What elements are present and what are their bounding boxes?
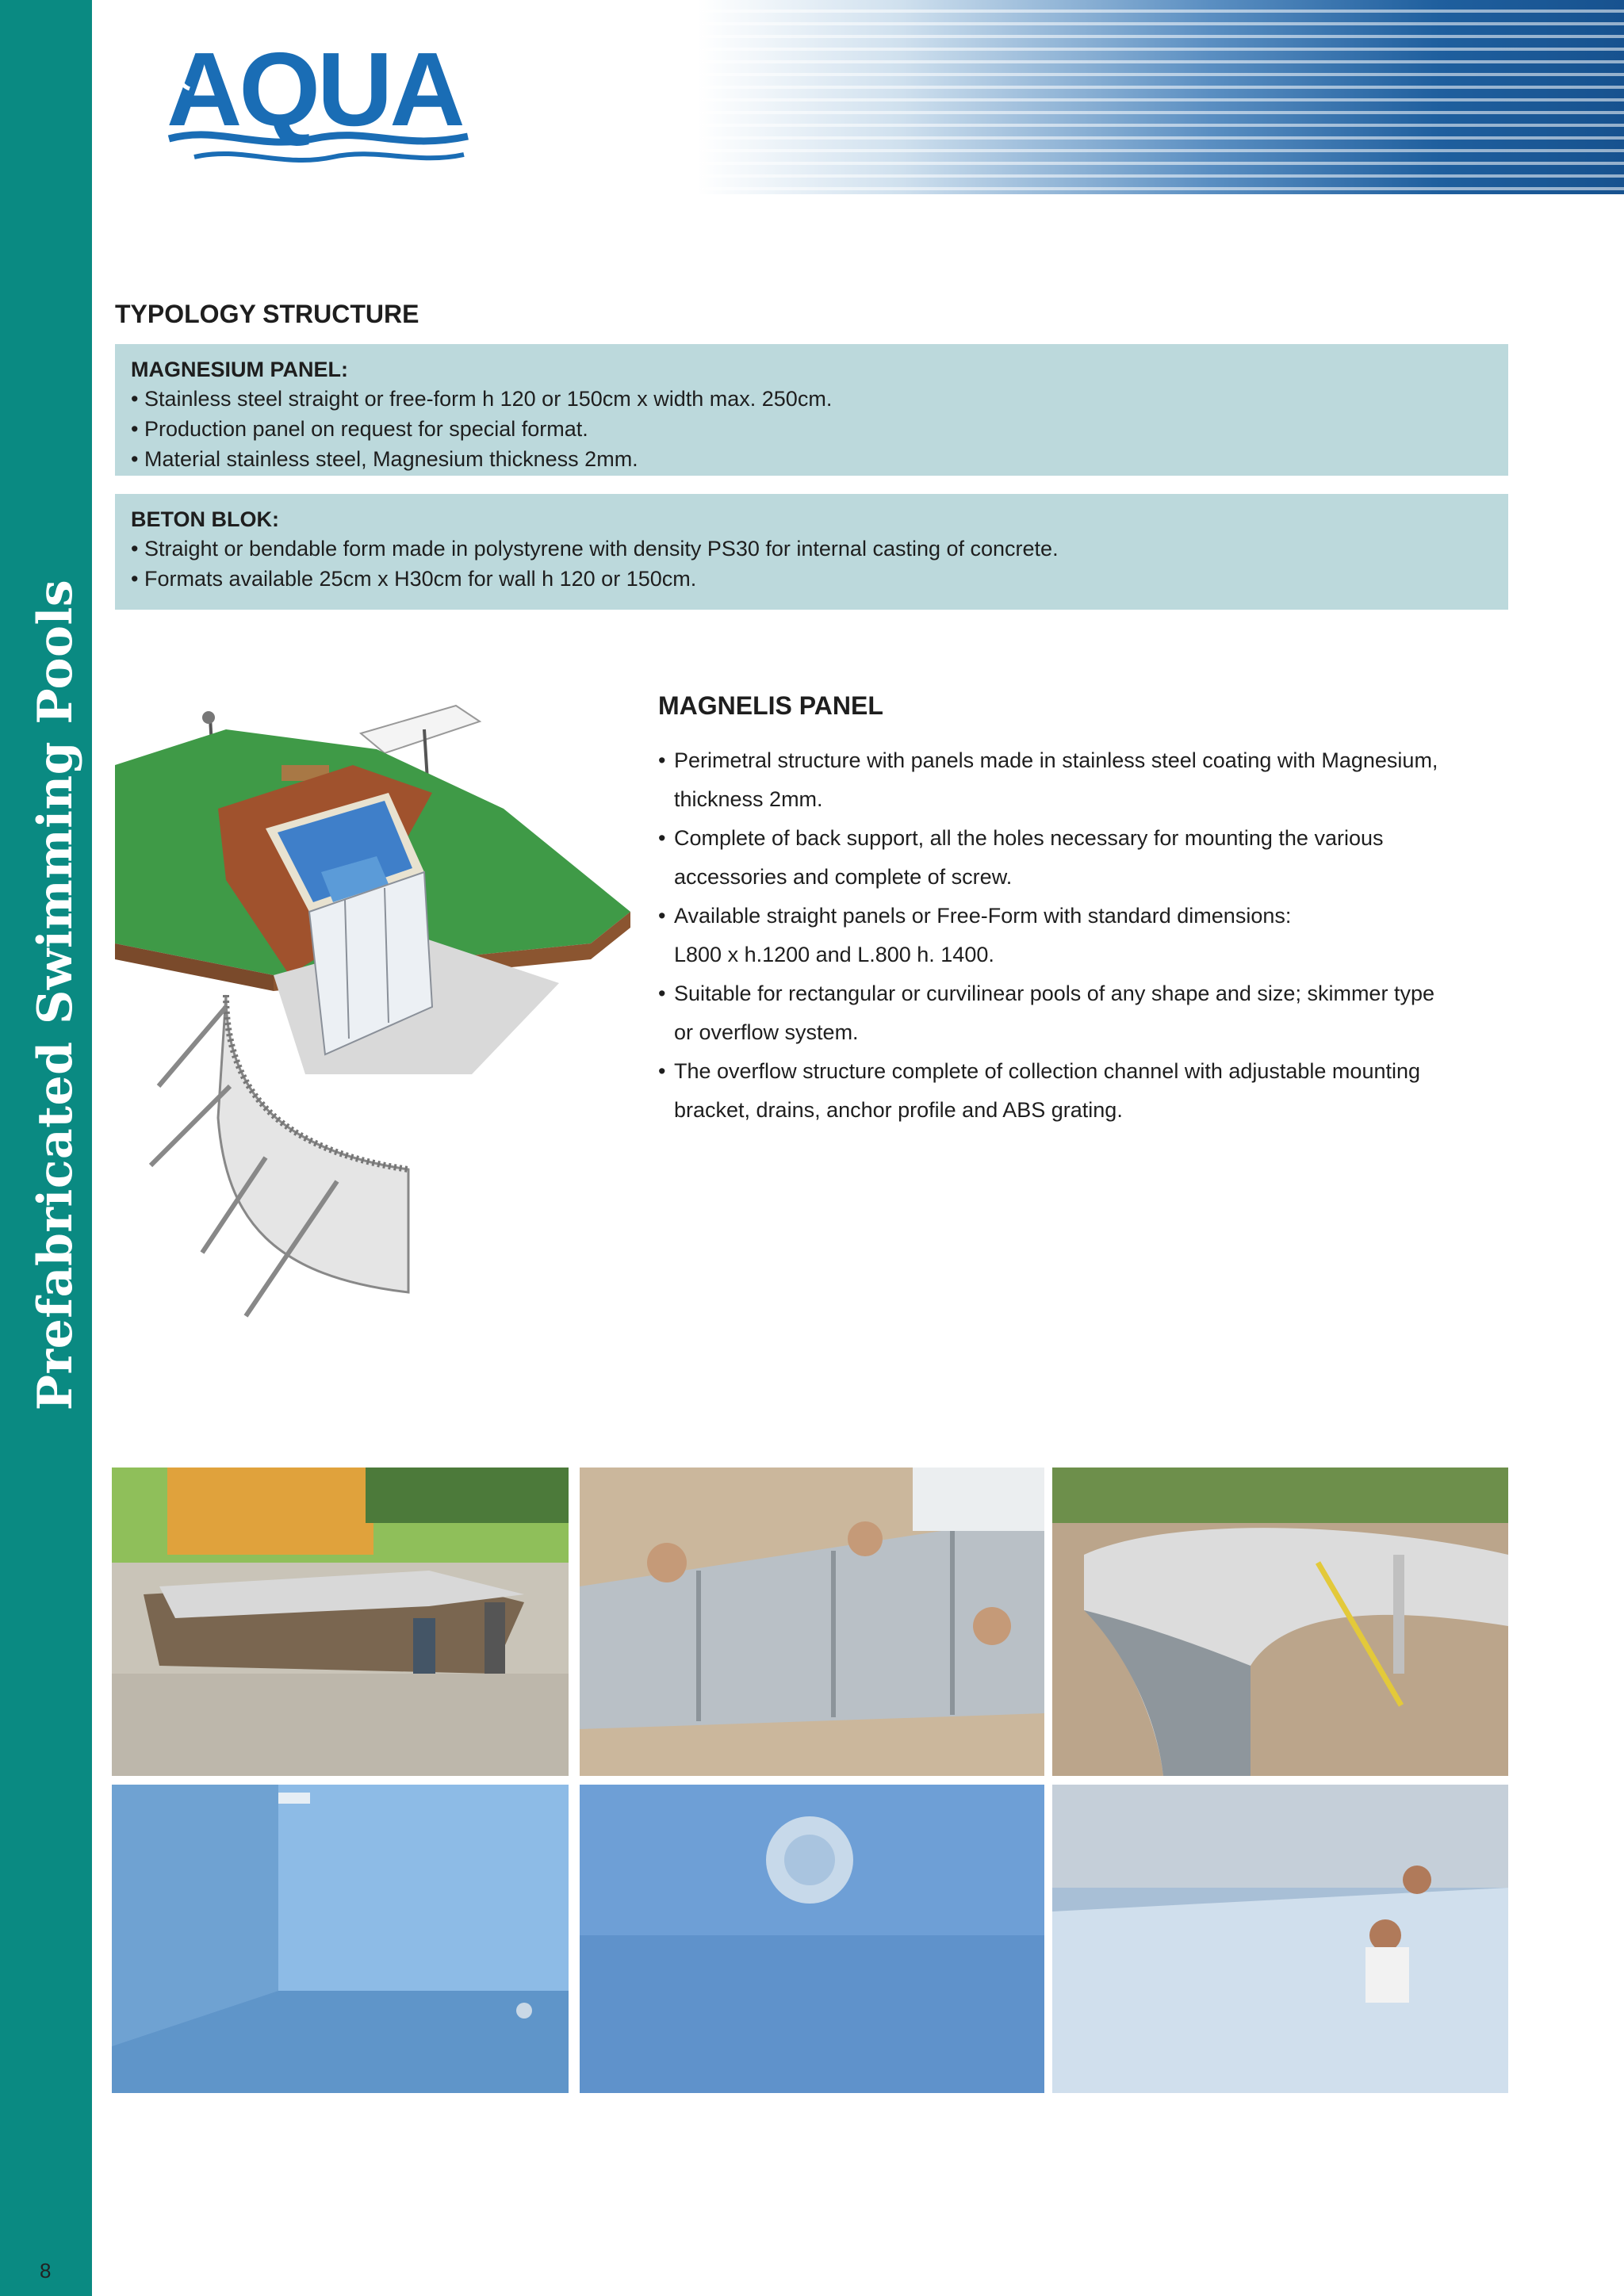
box-line: • Stainless steel straight or free-form h 120 or 150cm x width max. 250cm. [131,387,833,411]
bullet-text: The overflow structure complete of collection channel with adjustable mounting [674,1059,1421,1083]
beton-blok-box [115,494,1508,610]
bullet-text: Suitable for rectangular or curvilinear pools of any shape and size; skimmer type [674,982,1434,1005]
list-item: • Complete of back support, all the holes necessary for mounting the various accessories and complete of screw. [658,819,1499,897]
photo-pool-corner [112,1785,569,2093]
magnesium-panel-box [115,344,1508,476]
box-line: • Formats available 25cm x H30cm for wall h 120 or 150cm. [131,567,697,591]
photo-graphic [1052,1785,1508,2093]
photo-pool-excavation [112,1468,569,1776]
box-title: BETON BLOK: [131,507,279,531]
bullet-text: Complete of back support, all the holes necessary for mounting the various [674,826,1384,850]
box-line: • Straight or bendable form made in polystyrene with density PS30 for internal casting of concrete. [131,537,1059,561]
bullet-text-continued: thickness 2mm. [674,787,823,811]
side-title: Prefabricated Swimming Pools [28,579,83,1411]
box-title: MAGNESIUM PANEL: [131,358,348,381]
bullet-text-continued: or overflow system. [674,1020,859,1044]
photo-graphic [580,1785,1044,2093]
photo-liner-installation [1052,1785,1508,2093]
list-item: • Suitable for rectangular or curvilinear pools of any shape and size; skimmer type or overflow system. [658,974,1499,1052]
bullet-text-continued: accessories and complete of screw. [674,865,1013,889]
header-stripes [698,0,1624,194]
bullet-text: Available straight panels or Free-Form with standard dimensions: [674,904,1292,928]
magnelis-heading: MAGNELIS PANEL [658,691,883,720]
list-item: • Perimetral structure with panels made in stainless steel coating with Magnesium, thickness 2mm. [658,741,1499,819]
bullet-text: Perimetral structure with panels made in stainless steel coating with Magnesium, [674,748,1438,772]
pool-illustration [115,674,638,1332]
bullet-text-continued: L800 x h.1200 and L.800 h. 1400. [674,943,994,966]
magnelis-list [658,741,1499,1130]
photo-graphic [580,1468,1044,1776]
photo-curved-wall [1052,1468,1508,1776]
photo-graphic [112,1468,569,1776]
page-number: 8 [40,2259,52,2283]
box-line: • Material stainless steel, Magnesium thickness 2mm. [131,447,638,471]
photo-graphic [112,1785,569,2093]
svg-text:AQUA: AQUA [167,32,462,147]
aqua-logo-graphic [163,32,472,174]
box-line: • Production panel on request for special format. [131,417,588,441]
photo-graphic [1052,1468,1508,1776]
aqua-logo [163,32,472,174]
list-item: • Available straight panels or Free-Form with standard dimensions: L800 x h.1200 and L.800 h. 1400. [658,897,1499,974]
photo-panel-assembly [580,1468,1044,1776]
bullet-text-continued: bracket, drains, anchor profile and ABS grating. [674,1098,1123,1122]
list-item: • The overflow structure complete of collection channel with adjustable mounting bracket, drains, anchor profile and ABS grating. [658,1052,1499,1130]
typology-heading: TYPOLOGY STRUCTURE [115,300,419,328]
photo-pool-light [580,1785,1044,2093]
pool-illustration-graphic [115,674,638,1332]
